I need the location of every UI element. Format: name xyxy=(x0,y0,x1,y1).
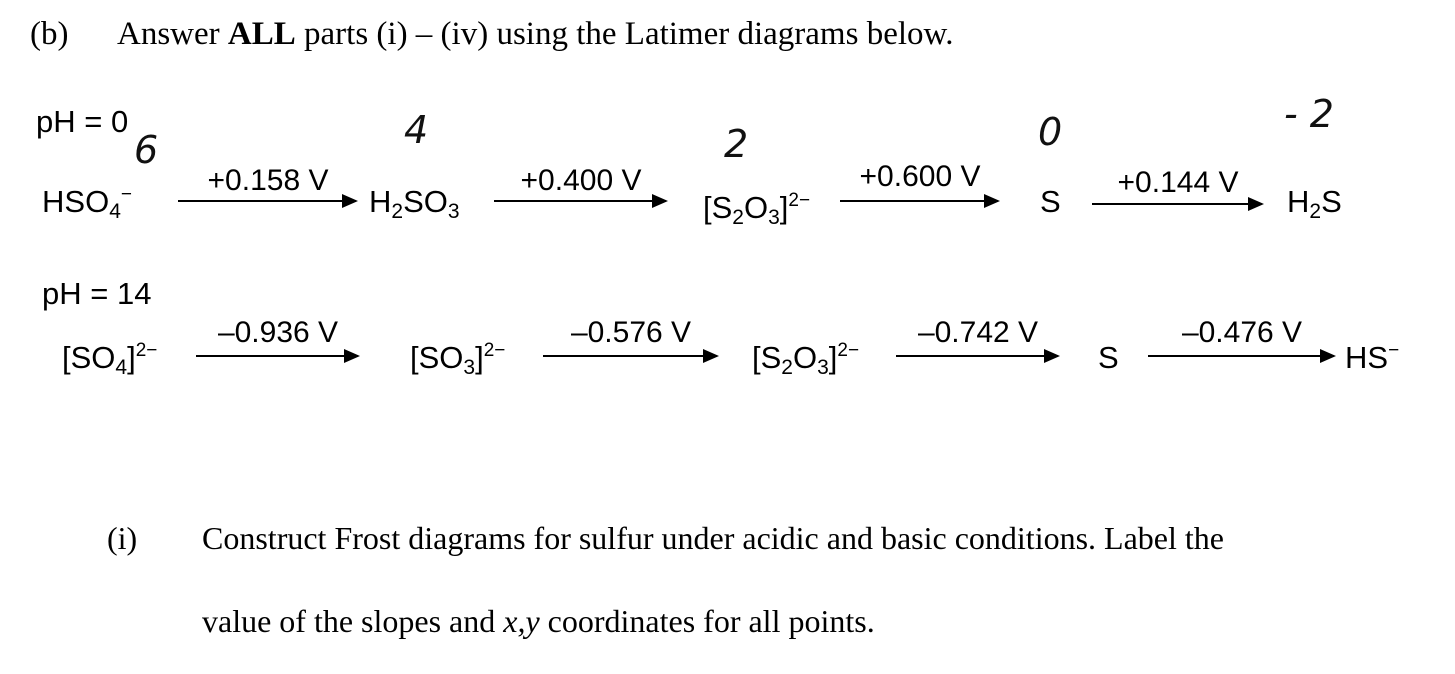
acidic-species-4: S xyxy=(1040,184,1061,219)
question-line-2 xyxy=(202,603,875,640)
acidic-arrow-3 xyxy=(840,200,998,202)
acidic-species-1: $HSO_4^-$ xyxy=(42,184,132,223)
handwritten-ox-state-5: - 2 xyxy=(1284,92,1334,136)
handwritten-ox-state-3: 2 xyxy=(724,122,749,166)
acidic-ph-label: pH = 0 xyxy=(36,104,129,139)
instruction-text xyxy=(117,16,953,53)
basic-arrow-4 xyxy=(1148,355,1334,357)
instruction-text-start: Answer xyxy=(117,16,228,52)
acidic-potential-1: +0.158 V xyxy=(207,164,329,197)
basic-species-5: HS− xyxy=(1345,340,1400,375)
acidic-species-5: $H_2S$ xyxy=(1287,184,1342,223)
basic-species-1: $[SO_4]^{2-}$ xyxy=(62,340,158,379)
handwritten-ox-state-1: 6 xyxy=(134,128,159,172)
acidic-potential-3: +0.600 V xyxy=(859,160,981,193)
handwritten-ox-state-4: 0 xyxy=(1038,110,1063,154)
basic-arrow-2 xyxy=(543,355,717,357)
instruction-text-bold: ALL xyxy=(227,16,296,52)
acidic-species-2: $H_2SO_3$ xyxy=(369,184,460,223)
question-line-2-end: coordinates for all points. xyxy=(539,603,875,639)
part-label: (b) xyxy=(30,16,69,52)
basic-potential-1: –0.936 V xyxy=(217,316,339,349)
question-number: (i) xyxy=(107,520,138,556)
acidic-arrow-1 xyxy=(178,200,356,202)
question-line-2-start: value of the slopes and xyxy=(202,603,504,639)
basic-species-4: S xyxy=(1098,340,1119,375)
basic-potential-3: –0.742 V xyxy=(917,316,1039,349)
basic-potential-2: –0.576 V xyxy=(570,316,692,349)
acidic-arrow-2 xyxy=(494,200,666,202)
basic-species-2: $[SO_3]^{2-}$ xyxy=(410,340,506,379)
basic-potential-4: –0.476 V xyxy=(1181,316,1303,349)
acidic-species-3: $[S_2O_3]^{2-}$ xyxy=(703,190,811,229)
basic-arrow-1 xyxy=(196,355,358,357)
handwritten-ox-state-2: 4 xyxy=(404,108,429,152)
basic-arrow-3 xyxy=(896,355,1058,357)
basic-species-3: $[S_2O_3]^{2-}$ xyxy=(752,340,860,379)
basic-ph-label: pH = 14 xyxy=(42,276,152,311)
acidic-arrow-4 xyxy=(1092,203,1262,205)
question-line-1: Construct Frost diagrams for sulfur under acidic and basic conditions. Label the xyxy=(202,520,1224,556)
acidic-potential-4: +0.144 V xyxy=(1117,166,1239,199)
acidic-potential-2: +0.400 V xyxy=(520,164,642,197)
question-coords: x,y xyxy=(503,603,540,639)
instruction-text-end: parts (i) – (iv) using the Latimer diagrams below. xyxy=(295,16,954,52)
